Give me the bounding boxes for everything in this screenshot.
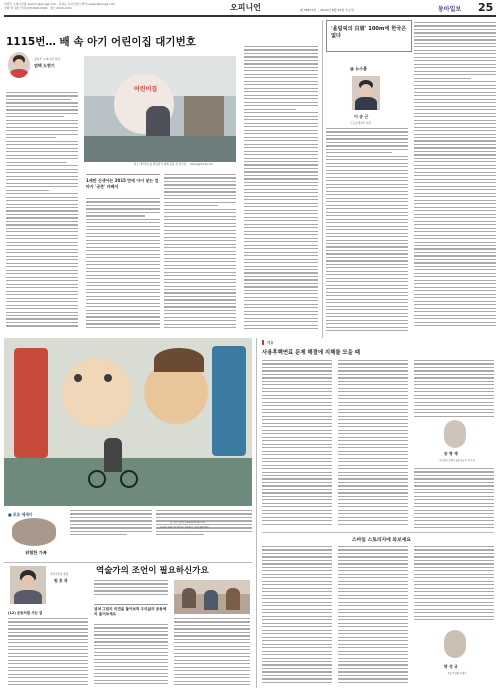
right-brand-name: 뉴스룸 xyxy=(355,66,367,71)
contact-line-1: 의견은 오피니언팀 opinion@donga.com · 독자는 독자서비스센터 reader@donga.com xyxy=(4,2,116,6)
essay-body-col1 xyxy=(70,510,152,536)
bottom-left-col1 xyxy=(8,618,88,688)
right-body-col1 xyxy=(326,128,408,334)
contrib-author-photo xyxy=(444,420,466,448)
contrib-headline: 사용후핵연료 문제 해결에 지혜를 모을 때 xyxy=(262,350,360,356)
contrib-body-col4 xyxy=(414,468,494,530)
right-author-name: 이 승 근 xyxy=(354,114,369,119)
essay-label-text: 포토 에세이 xyxy=(12,512,33,517)
lead-photo-caption: 입소 대기번호를 발급받기 위해 줄을 선 부모들 xyxy=(133,163,187,166)
right-brand: @ 뉴스룸 xyxy=(350,66,367,71)
bottom-left-headline: 역술가의 조언이 필요하신가요 xyxy=(96,566,209,576)
lead-author-title: 정치부 오피니언 차장 xyxy=(34,57,61,61)
bottom-right-rule xyxy=(262,532,494,533)
contrib-author-title: 한국방사성폐기물관리공단 이사장 xyxy=(439,459,475,462)
bottom-left-col3 xyxy=(174,618,250,688)
contact-line-2: 전화 및 내부 안내 (02)2020-0000 · 팩스 2020-1234 xyxy=(4,5,72,10)
bottom-left-rule xyxy=(4,562,252,563)
right-body-col2 xyxy=(414,22,496,334)
contrib-body-col3 xyxy=(414,360,494,420)
bottom-right-author-photo xyxy=(444,630,466,658)
contrib-author-name: 송 명 재 xyxy=(444,451,458,456)
essay-title: 위험한 가족 xyxy=(25,550,47,555)
bottom-right-author-title: 폰초기업원 비평가 xyxy=(447,672,467,675)
right-headline: '올림픽의 白眉' 100m에 한국은 없다 xyxy=(331,26,407,39)
bottom-left-author-photo xyxy=(10,566,46,604)
essay-author-photo xyxy=(12,518,56,546)
lead-photo-credit: hwkang@donga.com xyxy=(190,163,213,166)
lead-body-col1 xyxy=(6,92,78,332)
bottom-left-col2a xyxy=(94,580,168,600)
bottom-left-author-name: 원 호 작 xyxy=(54,578,68,583)
lead-body-col4 xyxy=(244,46,318,334)
masthead-meta xyxy=(300,8,354,12)
bottom-right-col3 xyxy=(414,546,494,626)
bottom-left-col2b xyxy=(94,624,168,688)
masthead-contact xyxy=(4,3,124,11)
contrib-body-col1 xyxy=(262,360,332,530)
photo-sign: 어린이집 xyxy=(134,86,158,93)
column-divider xyxy=(322,20,323,338)
bottom-left-tag: (12) 운동처럼 사는 걸 xyxy=(8,611,43,615)
right-author-photo xyxy=(352,76,380,110)
bottom-left-subhead: 넘쳐 그림의 의견을 돌아보며 우리삶의 공동체의 울어보세요 xyxy=(94,604,168,617)
issue-date: 2012년 8월 10일 수요일 xyxy=(320,8,354,12)
bottom-right-col2 xyxy=(338,546,408,686)
lead-headline: 1115번… 배 속 아기 어린이집 대기번호 xyxy=(6,36,196,48)
right-headline-box xyxy=(326,20,412,52)
author-photo xyxy=(8,52,30,78)
bottom-left-author-title: 여성주의자 칼럼 xyxy=(50,573,69,576)
issue-number: 제 28377호 xyxy=(300,8,317,12)
bottom-right-author-name: 박 성 규 xyxy=(444,664,458,669)
page-number: 25 xyxy=(478,1,494,14)
lead-photo xyxy=(84,56,236,162)
lead-body-col2 xyxy=(86,198,160,332)
lead-subhead: 1세반 신생아는 2015 만에 아이 낳는 엄마가 '공존' 카페서 xyxy=(86,174,160,189)
essay-credit: 글·사진 사진부 yuhik@donga.com xyxy=(170,521,206,524)
essay-camera: Canon 1DX 24-70mm, 1/100초, f2.8 ISO 400 xyxy=(160,526,209,529)
right-author-title: 스포츠레저부 차장 xyxy=(350,122,371,125)
essay-photo xyxy=(4,338,252,506)
lead-body-col3 xyxy=(164,174,236,332)
contrib-body-col2 xyxy=(338,360,408,530)
top-rule xyxy=(4,15,496,17)
bottom-right-headline: 스마일 스토리지에 와보세요 xyxy=(352,538,411,543)
contrib-label: 기고 xyxy=(262,340,273,345)
lead-author-name: 염택 도현기 xyxy=(34,63,55,68)
bottom-left-photo xyxy=(174,580,250,614)
essay-label: ■ 포토 에세이 xyxy=(8,512,33,517)
paper-name: 동아일보 xyxy=(438,6,462,13)
bottom-divider xyxy=(256,338,257,688)
bottom-right-col1 xyxy=(262,546,332,686)
section-title: 오피니언 xyxy=(230,3,261,12)
